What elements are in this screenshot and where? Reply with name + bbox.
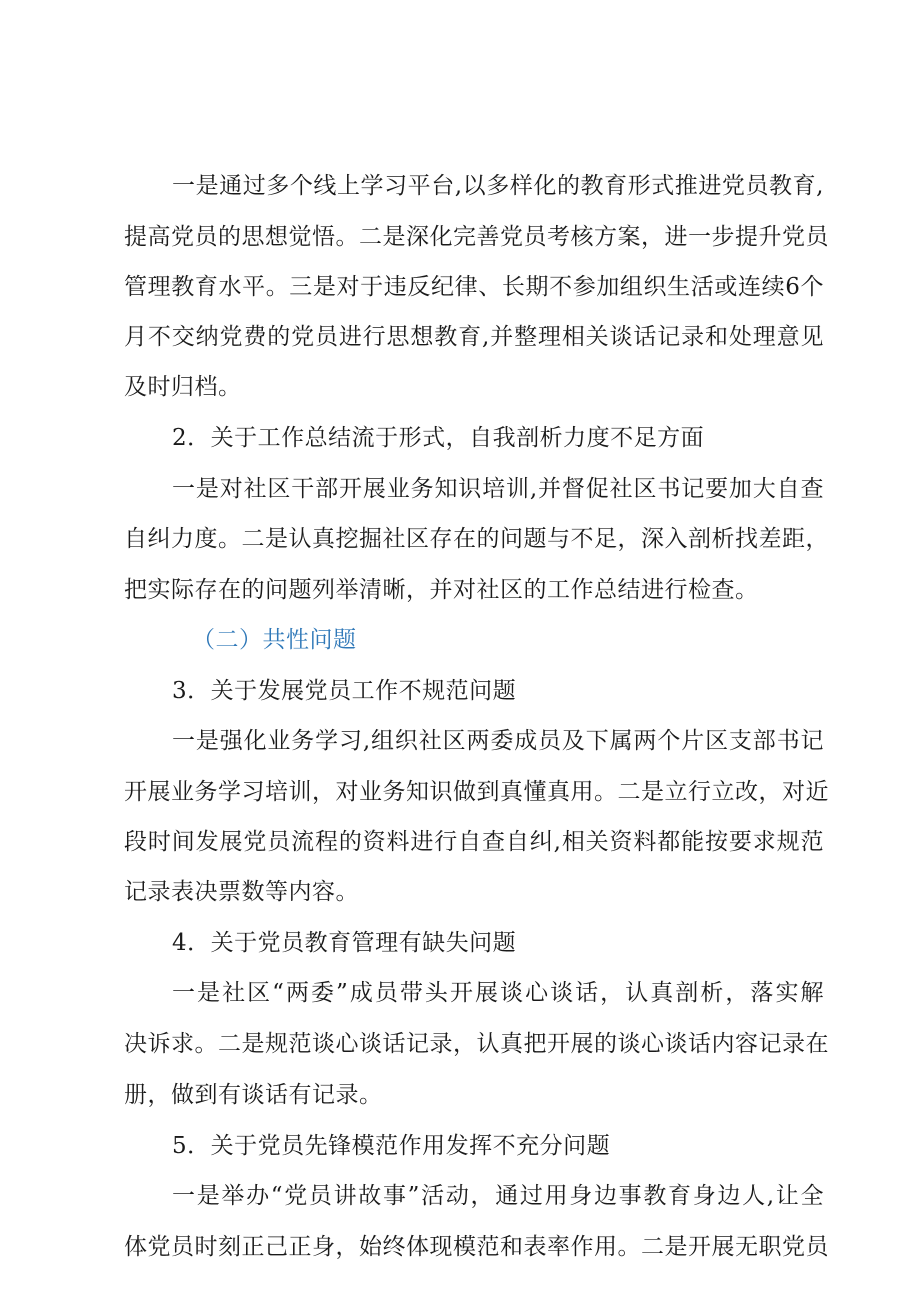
paragraph-line: 一是强化业务学习,组织社区两委成员及下属两个片区支部书记	[172, 728, 824, 754]
paragraph-line: 把实际存在的问题列举清晰，并对社区的工作总结进行检查。	[124, 577, 759, 603]
paragraph-line: 段时间发展党员流程的资料进行自查自纠,相关资料都能按要求规范	[124, 829, 824, 855]
paragraph-line: 一是对社区干部开展业务知识培训,并督促社区书记要加大自查	[172, 476, 824, 502]
paragraph-line: 一是举办“党员讲故事”活动，通过用身边事教育身边人,让全	[172, 1183, 824, 1209]
section-heading: 2．关于工作总结流于形式，自我剖析力度不足方面	[172, 425, 705, 451]
paragraph-line: 一是通过多个线上学习平台,以多样化的教育形式推进党员教育,	[172, 173, 824, 199]
paragraph-line: 提高党员的思想觉悟。二是深化完善党员考核方案，进一步提升党员	[124, 224, 829, 250]
paragraph-line: 管理教育水平。三是对于违反纪律、长期不参加组织生活或连续6个	[124, 274, 824, 300]
paragraph-line: 册，做到有谈话有记录。	[124, 1082, 383, 1108]
paragraph-line: 体党员时刻正己正身，始终体现模范和表率作用。二是开展无职党员	[124, 1234, 829, 1260]
paragraph-line: 开展业务学习培训，对业务知识做到真懂真用。二是立行立改，对近	[124, 779, 829, 805]
section-heading: 3．关于发展党员工作不规范问题	[172, 678, 517, 704]
paragraph-line: 月不交纳党费的党员进行思想教育,并整理相关谈话记录和处理意见	[124, 324, 824, 350]
paragraph-line: 记录表决票数等内容。	[124, 879, 359, 905]
section-heading: 5．关于党员先锋模范作用发挥不充分问题	[172, 1133, 611, 1159]
paragraph-line: 决诉求。二是规范谈心谈话记录，认真把开展的谈心谈话内容记录在	[124, 1031, 829, 1057]
paragraph-line: 自纠力度。二是认真挖掘社区存在的问题与不足，深入剖析找差距，	[124, 526, 829, 552]
paragraph-line: 及时归档。	[124, 374, 242, 400]
section-heading: 4．关于党员教育管理有缺失问题	[172, 930, 517, 956]
paragraph-line: 一是社区“两委”成员带头开展谈心谈话，认真剖析，落实解	[172, 980, 824, 1006]
subsection-heading: （二）共性问题	[192, 627, 357, 653]
